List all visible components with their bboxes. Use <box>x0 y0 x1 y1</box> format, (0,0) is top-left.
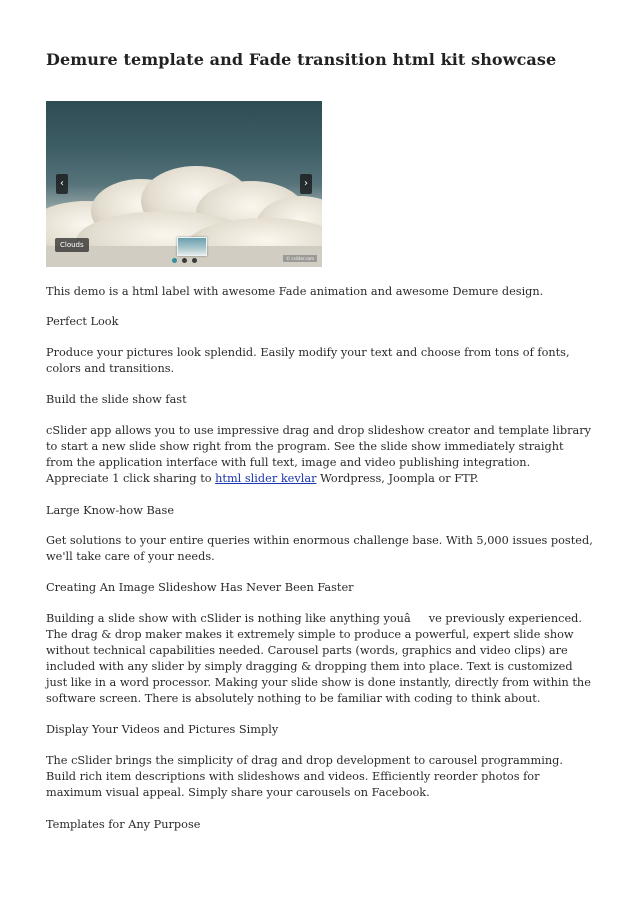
display-videos-paragraph: The cSlider brings the simplicity of drag and drop development to carousel programming. Build rich item descriptions with slideshows and videos. Efficiently reorder photos for maximum visual appeal. Simply share your carousels on Facebook. <box>46 754 563 799</box>
intro-paragraph: This demo is a html label with awesome Fade animation and awesome Demure design. <box>46 285 544 298</box>
page-title: Demure template and Fade transition html kit showcase <box>46 50 557 69</box>
slider-dot-1[interactable] <box>172 258 177 263</box>
heading-build-fast: Build the slide show fast <box>46 393 187 406</box>
heading-templates: Templates for Any Purpose <box>46 818 201 831</box>
build-fast-text-start: cSlider app allows you to use impressive drag and drop slideshow creator and template library to start a new slide show right from the program. See the slide show immediately straight from the application interface with full text, image and video publishing integration. Appreciate 1 click sharing to <box>46 424 592 485</box>
slider-prev-arrow-icon[interactable]: ‹ <box>56 174 68 194</box>
build-fast-paragraph <box>46 423 594 487</box>
slider-dot-2[interactable] <box>182 258 187 263</box>
image-slider[interactable] <box>46 101 322 267</box>
html-slider-link[interactable]: html slider kevlar <box>215 472 317 485</box>
slideshow-faster-paragraph: Building a slide show with cSlider is nothing like anything youâve previously experienced. The drag & drop maker makes it extremely simple to produce a powerful, expert slide show without technical capabilities needed. Carousel parts (words, graphics and video clips) are included with any slider by simply dragging & dropping them into place. Text is customized just like in a word processor. Making your slide show is done instantly, directly from within the software screen. There is absolutely nothing to be familiar with coding to think about. <box>46 612 591 705</box>
slide-thumbnail[interactable] <box>177 237 207 256</box>
perfect-look-paragraph: Produce your pictures look splendid. Easily modify your text and choose from tons of fonts, colors and transitions. <box>46 346 570 375</box>
knowhow-paragraph: Get solutions to your entire queries within enormous challenge base. With 5,000 issues posted, we'll take care of your needs. <box>46 534 593 563</box>
slider-dot-3[interactable] <box>192 258 197 263</box>
slide-watermark: © cslider.com <box>283 255 317 262</box>
slider-pagination <box>172 258 197 264</box>
heading-knowhow: Large Know-how Base <box>46 504 175 517</box>
heading-display-videos: Display Your Videos and Pictures Simply <box>46 723 279 736</box>
slider-next-arrow-icon[interactable]: › <box>300 174 312 194</box>
heading-perfect-look: Perfect Look <box>46 315 119 328</box>
build-fast-text-end: Wordpress, Joompla or FTP. <box>316 472 479 485</box>
heading-slideshow-faster: Creating An Image Slideshow Has Never Been Faster <box>46 581 354 594</box>
slide-caption: Clouds <box>55 238 89 252</box>
